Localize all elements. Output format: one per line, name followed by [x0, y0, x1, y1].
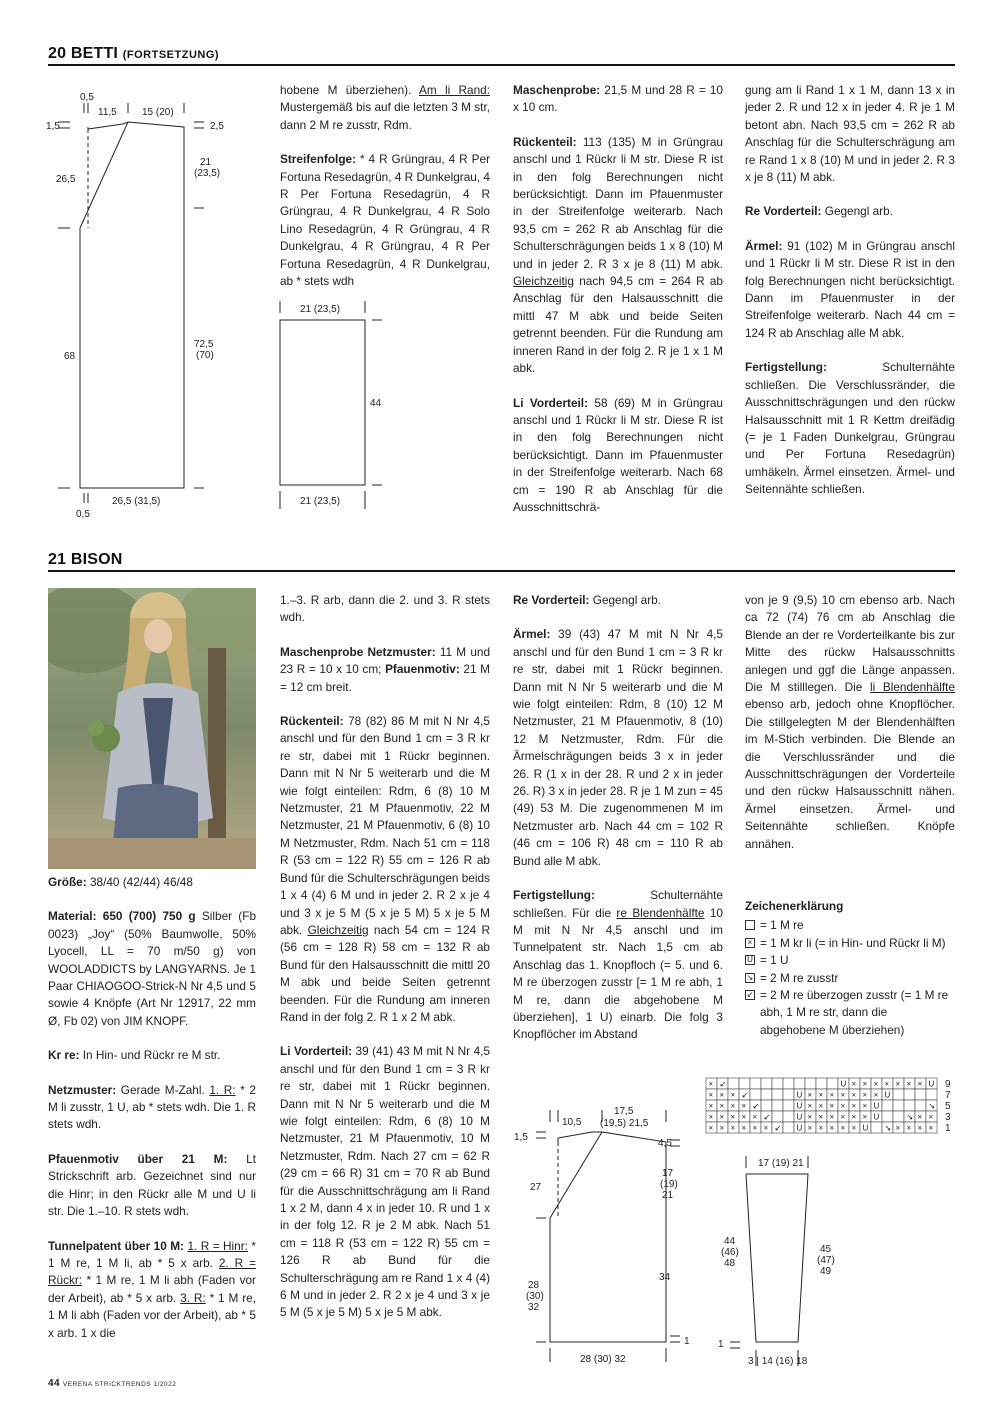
chart-cell [739, 1078, 750, 1089]
chart-cell [750, 1078, 761, 1089]
text: li Blendenhälfte [869, 680, 955, 695]
label: Material: 650 (700) 750 g [48, 909, 196, 924]
chart-symbol: × [752, 1112, 758, 1122]
chart-cell [904, 1100, 915, 1111]
label: Li Vorderteil: [513, 395, 589, 410]
label: Pfauenmotiv über 21 M: [48, 1151, 228, 1166]
chart-symbol: × [763, 1123, 769, 1133]
chart-symbol: × [730, 1112, 736, 1122]
dim-label: 0,5 [76, 509, 90, 520]
text: Schulternähte schließen. Für die [513, 888, 723, 920]
dim-label: 15 (20) [142, 107, 174, 118]
chart-symbol: U [796, 1090, 803, 1100]
stitch-symbol-icon: × [745, 938, 755, 948]
chart-row-label: 7 [945, 1090, 951, 1101]
dim-label: 1,5 [46, 121, 60, 132]
dim-label: 28 (30) 32 [580, 1354, 626, 1365]
chart-cell [728, 1078, 739, 1089]
legend-title: Zeichenerklärung [745, 899, 844, 913]
text: 1. R = Hinr: [187, 1238, 248, 1253]
chart-symbol: × [708, 1079, 714, 1089]
dim-label: 21 (23,5) [300, 496, 341, 507]
chart-symbol: × [708, 1090, 714, 1100]
chart-row-label: 9 [945, 1079, 951, 1090]
text: von je 9 (9,5) 10 cm ebenso arb. Nach ca 72 (74) 76 cm ab Anschlag die Blende an der re Vorderteilkante bis zur Mitte des rückw Halsausschnitts anlegen und ggf die Länge anpassen. Die M stilllegen. Die [745, 593, 955, 695]
text: 91 (102) M in Grüngrau anschl und 1 Rückr li M str. Diese R ist in den folg Berechnungen nicht berücksichtigt. Dann im Pfauenmuster in der Streifenfolge weiterarb. Nach 44 cm = 124 R ab Anschlag alle M abk. [745, 238, 955, 340]
text: Gleichzeitig [513, 274, 574, 289]
dim-label: (46) [721, 1247, 739, 1258]
legend-text: = 1 U [760, 953, 789, 968]
chart-symbol: × [851, 1079, 857, 1089]
dim-label: 72,5 [194, 339, 214, 350]
chart-cell [915, 1100, 926, 1111]
dim-label: 11,5 [98, 107, 117, 118]
chart-symbol: × [807, 1123, 813, 1133]
label: Rückenteil: [513, 134, 577, 149]
chart-symbol: × [807, 1090, 813, 1100]
dim-label: (70) [196, 350, 214, 361]
chart-cell [761, 1100, 772, 1111]
dim-label: 17,5 [614, 1106, 634, 1117]
text: Gegengl arb. [821, 204, 893, 219]
text: 21 M = 12 cm breit. [280, 662, 490, 694]
chart-cell [794, 1078, 805, 1089]
chart-symbol: × [708, 1101, 714, 1111]
label: Li Vorderteil: [280, 1044, 353, 1059]
chart-symbol: × [829, 1090, 835, 1100]
chart-row-labels [945, 1079, 951, 1134]
chart-symbol: × [895, 1123, 901, 1133]
chart-cell [926, 1089, 937, 1100]
dim-label: 48 [724, 1258, 736, 1269]
text: 1. R: [209, 1082, 236, 1097]
legend [745, 898, 955, 1039]
chart-cell [761, 1078, 772, 1089]
chart-symbol: U [796, 1123, 803, 1133]
chart-symbol: ↙ [741, 1090, 749, 1100]
chart-cell [783, 1100, 794, 1111]
chart-symbol: × [708, 1123, 714, 1133]
bison-col-4 [745, 592, 955, 870]
bison-col-1 [48, 874, 256, 1359]
label: Maschenprobe Netzmuster: [280, 644, 436, 659]
chart-cell [816, 1078, 827, 1089]
legend-text: = 2 M re überzogen zusstr (= 1 M re abh, 1 M re str, dann die abgehobene M überziehen) [760, 988, 949, 1037]
chart-cell [893, 1089, 904, 1100]
text: gung am li Rand 1 x 1 M, dann 13 x in jeder 2. R und 12 x in jeder 4. R je 1 M betont abn. Nach 93,5 cm = 262 R ab Anschlag für die Schulterschrägung am re Rand 1 x 8 (10) M und in jeder 2. R 3 x je 8 (11) M abk. [745, 83, 955, 185]
chart-symbol: × [884, 1079, 890, 1089]
dim-label: 3 | 14 (16) 18 [748, 1356, 808, 1367]
chart-symbol: × [730, 1090, 736, 1100]
chart-cell [893, 1100, 904, 1111]
chart-cell [772, 1078, 783, 1089]
chart-symbol: × [730, 1123, 736, 1133]
chart-symbol: × [741, 1112, 747, 1122]
chart-cell [783, 1111, 794, 1122]
section-number: 21 [48, 551, 67, 568]
chart-symbol: × [917, 1079, 923, 1089]
text: In Hin- und Rückr re M str. [79, 1048, 221, 1063]
betti-body-diagram [44, 85, 234, 520]
chart-symbol: ↙ [763, 1112, 771, 1122]
dim-label: 49 [820, 1266, 832, 1277]
chart-symbol: × [829, 1123, 835, 1133]
text: 21,5 M und 28 R = 10 x 10 cm. [513, 83, 723, 115]
chart-symbol: × [818, 1101, 824, 1111]
section-name: BETTI [70, 45, 119, 62]
chart-symbol: × [719, 1101, 725, 1111]
chart-cell [772, 1089, 783, 1100]
chart-symbol: × [807, 1101, 813, 1111]
text: 78 (82) 86 M mit N Nr 4,5 anschl und für den Bund 1 cm = 3 R kr re str, dabei mit 1 Rückr beginnen. Dann mit N Nr 5 weiterarb und die M wie folgt einteilen: Rdm, 6 (8) 10 M Netzmuster, 21 M Pfauenmotiv, 22 M Netzmuster, 21 M Pfauenmotiv, 6 (8) 10 M Netzmuster, Rdm. Nach 51 cm = 118 R (53 cm = 122 R) 55 cm = 126 R ab Bund für die Schulterschrägungen beids 1 x 4 (4) 6 M und in jeder 2. R 2 x je 4 und 3 x je 5 M (5 x je 5 M) 5 x je 5 M abk. [280, 714, 490, 937]
dim-label: 44 [724, 1236, 736, 1247]
chart-cell [915, 1089, 926, 1100]
chart-symbol: × [873, 1090, 879, 1100]
page-number: 44 [48, 1378, 61, 1389]
legend-text: = 1 M kr li (= in Hin- und Rückr li M) [760, 935, 946, 950]
chart-symbol: U [840, 1079, 847, 1089]
chart-symbol: U [928, 1079, 935, 1089]
chart-cell [805, 1078, 816, 1089]
chart-symbol: × [719, 1090, 725, 1100]
dim-label: 45 [820, 1244, 832, 1255]
chart-symbol: × [851, 1090, 857, 1100]
chart-cell [783, 1122, 794, 1133]
dim-label: 10,5 [562, 1117, 582, 1128]
text: Gleichzeitig [307, 922, 369, 937]
chart-cell [904, 1089, 915, 1100]
text: Silber (Fb 0023) „Joy“ (50% Baumwolle, 50% Lyocell, LL = 70 m/50 g) von WOOLADDICTS by LANGYARNS. Je 1 Paar CHIAOGOO-Strick-N Nr 4,5 und 5 sowie 4 Knöpfe (Art Nr 12917, 22 mm Ø, Fb 02) von JIM KNOPF. [48, 909, 256, 1028]
label: Fertigstellung: [745, 360, 827, 375]
chart-symbol: × [917, 1112, 923, 1122]
chart-symbol: × [862, 1079, 868, 1089]
label: Ärmel: [745, 238, 783, 253]
text: 113 (135) M in Grüngrau anschl und 1 Rückr li M str. Diese R ist in den folg Berechnungen nicht berücksichtigt. Dann im Pfauenmuster in der Streifenfolge weiterarb. Nach 93,5 cm = 262 R ab Anschlag für die Schulterschrägungen beids 1 x 8 (10) M und in jeder 2. R 3 x je 8 (11) M abk. [513, 134, 723, 271]
text: Lt Strickschrift arb. Gezeichnet sind nur die Hinr; in den Rückr alle M und U li str. Die 1.–10. R stets wdh. [48, 1151, 256, 1219]
text: * 1 M re, 1 M li abh (Faden vor der Arbeit), ab * 5 x arb. 1 x die [48, 1290, 256, 1340]
label: Netzmuster: [48, 1082, 117, 1097]
section-rule [48, 64, 955, 66]
legend-item [745, 952, 955, 969]
text: Am li Rand: [418, 83, 490, 97]
chart-grid [706, 1078, 937, 1133]
chart-symbol: × [928, 1123, 934, 1133]
stitch-symbol-icon: ↘ [746, 972, 754, 982]
label: Fertigstellung: [513, 888, 595, 903]
chart-symbol: ↙ [719, 1079, 727, 1089]
chart-cell [893, 1111, 904, 1122]
section-21-title [48, 551, 123, 569]
text: Mustergemäß bis auf die letzten 3 M str, dann 2 M re zusstr, Rdm. [280, 100, 490, 132]
knitting-chart [704, 1076, 959, 1136]
dim-label: 32 [528, 1302, 540, 1313]
chart-symbol: ↘ [928, 1101, 936, 1111]
chart-symbol: U [796, 1101, 803, 1111]
chart-row-label: 3 [945, 1112, 951, 1123]
legend-text: = 2 M re zusstr [760, 970, 839, 985]
chart-symbol: × [829, 1112, 835, 1122]
chart-symbol: ↙ [752, 1101, 760, 1111]
legend-item [745, 987, 955, 1039]
chart-symbol: × [906, 1079, 912, 1089]
stitch-symbol-icon: ↙ [746, 990, 754, 1000]
chart-symbol: ↘ [906, 1112, 914, 1122]
page-footer [48, 1378, 176, 1389]
chart-symbol: × [873, 1079, 879, 1089]
text: * 4 R Grüngrau, 4 R Per Fortuna Resedagrün, 4 R Dunkelgrau, 4 R Per Fortuna Resedagrün, 4 R Grüngrau, 4 R Dunkelgrau, 4 R Solo Lino Resedagrün, 4 R Grüngrau, 4 R Dunkelgrau, 4 R Grüngrau, 4 R Per Fortuna Resedagrün, 4 R Dunkelgrau, ab * stets wdh [280, 152, 490, 289]
chart-cell [882, 1100, 893, 1111]
dim-label: (19,5) 21,5 [600, 1118, 649, 1129]
dim-label: 17 [662, 1168, 674, 1179]
label: Maschenprobe: [513, 83, 601, 97]
label: Re Vorderteil: [745, 204, 822, 219]
text: 38/40 (42/44) 46/48 [86, 875, 193, 889]
label: Rückenteil: [280, 714, 344, 729]
label: Tunnelpatent über 10 M: [48, 1238, 184, 1253]
chart-symbol: × [708, 1112, 714, 1122]
chart-symbol: × [862, 1090, 868, 1100]
text: Schulternähte schließen. Die Verschlussränder, die Ausschnittschrägungen und den rückw Halsausschnitt mit 1 R Kettm dreifädig (= je 1 Faden Dunkelgrau, Grüngrau und Per Fortuna Resedagrün) umhäkeln. Ärmel einsetzen. Ärmel- und Seitennähte schließen. [745, 360, 955, 497]
chart-symbol: × [807, 1112, 813, 1122]
text: * 1 M re, 1 M li abh (Faden vor der Arbeit), ab * 5 x arb. [48, 1273, 256, 1305]
dim-label: 21 [662, 1190, 674, 1201]
chart-symbol: × [862, 1112, 868, 1122]
dim-label: 21 (23,5) [300, 304, 341, 315]
section-suffix: (FORTSETZUNG) [122, 49, 220, 61]
chart-symbol: U [873, 1101, 880, 1111]
chart-symbol: × [829, 1101, 835, 1111]
chart-symbol: × [752, 1123, 758, 1133]
chart-symbol: × [840, 1112, 846, 1122]
betti-col-4 [745, 82, 955, 516]
text: 11 M und 23 R = 10 x 10 cm; [280, 644, 491, 677]
chart-symbol: × [917, 1123, 923, 1133]
label: Streifenfolge: [280, 152, 357, 167]
chart-symbol: × [851, 1101, 857, 1111]
chart-cell [761, 1089, 772, 1100]
dim-label: 34 [659, 1272, 671, 1283]
dim-label: 68 [64, 351, 76, 362]
chart-cell [783, 1078, 794, 1089]
chart-symbol: × [840, 1123, 846, 1133]
label: Größe: [48, 875, 87, 889]
dim-label: 26,5 [56, 174, 76, 185]
legend-text: = 1 M re [760, 918, 804, 933]
dim-label: (23,5) [194, 168, 221, 179]
chart-symbol: × [719, 1112, 725, 1122]
text: 10 M mit N Nr 4,5 anschl und im Tunnelpatent str. Nach 1,5 cm ab Anschlag das 1. Knopfloch (= 5. und 6. M re überzogen zusstr [= 1 M re abh, 1 M re, dann die abgehobene M überziehen], 1 U) einarb. Die folg 3 Knopflöcher im Abstand [513, 905, 723, 1042]
bison-col-3 [513, 592, 723, 1061]
chart-symbol: × [928, 1112, 934, 1122]
dim-label: 0,5 [80, 92, 94, 103]
stitch-symbol-icon: U [745, 955, 755, 965]
legend-item [745, 970, 955, 987]
text: ebenso arb, jedoch ohne Knopflöcher. Die stillgelegten M der Blendenhälften im M-Stich verbinden. Die Blende an die Verschlussränder und die Ausschnittschrägungen der Vorderteile und den rückw Halsausschnitt nähen. Ärmel einsetzen. Ärmel- und Seitennähte schließen. Knöpfe annähen. [745, 697, 955, 851]
text: * 2 M li zusstr, 1 U, ab * stets wdh. Die 1. R stets wdh. [48, 1082, 256, 1132]
label: Pfauenmotiv: [385, 662, 460, 677]
dim-label: (19) [660, 1179, 678, 1190]
text: 39 (43) 47 M mit N Nr 4,5 anschl und für den Bund 1 cm = 3 R kr re str, dabei mit 1 Rückr beginnen. Dann mit N Nr 5 weiterarb und die M wie folgt einteilen: Rdm, 8 (10) 12 M Netzmuster, 21 M Pfauenmotiv, 8 (10) 12 M Netzmuster, Rdm. Für die Ärmelschrägungen beids 3 x in jeder 26. R (1 x in der 28. R und 2 x in jeder 26. R) 3 x in jeder 28. R je 1 M zun = 45 (49) 53 M. Die zugenommenen M im Netzmuster arb. Nach 44 cm = 102 R (46 cm = 106 R) 48 cm = 110 R ab Bund alle M abk. [513, 627, 723, 868]
chart-symbol: U [884, 1090, 891, 1100]
section-rule [48, 570, 955, 572]
section-number: 20 [48, 45, 67, 62]
chart-symbol: × [730, 1101, 736, 1111]
bison-sleeve-diagram [718, 1152, 838, 1372]
chart-cell [772, 1100, 783, 1111]
text: 39 (41) 43 M mit N Nr 4,5 anschl und für den Bund 1 cm = 3 R kr re str, dabei mit 1 Rückr beginnen. Dann mit N Nr 5 weiterarb und die M wie folgt einteilen: Rdm, 6 (8) 10 M Netzmuster, 21 M Pfauenmotiv, 10 M Netzmuster, Rdm. Nach 27 cm = 62 R (29 cm = 66 R) 31 cm = 70 R ab Bund für die Ausschnittschrägung am li Rand 1 x 2 M, dann 4 x in jeder 10. R und 1 x in der folg 12. R je 2 M abk. Nach 51 cm = 118 R (53 cm = 122 R) 55 cm = 126 R ab Bund für die Schulterschrägung am re Rand 1 x 4 (4) 6 M und in jeder 2. R 2 x je 4 und 3 x je 5 M (5 x je 5 M) 5 x je 5 M abk. [280, 1044, 490, 1320]
dim-label: 4,5 [658, 1138, 672, 1149]
legend-item [745, 917, 955, 934]
stitch-symbol-icon [745, 920, 755, 930]
dim-label: (30) [526, 1291, 544, 1302]
chart-row-label: 1 [945, 1123, 951, 1134]
chart-symbol: × [840, 1090, 846, 1100]
chart-row-label: 5 [945, 1101, 951, 1112]
legend-rows [745, 917, 955, 1039]
chart-symbol: U [796, 1112, 803, 1122]
chart-symbol: × [862, 1101, 868, 1111]
text: nach 54 cm = 124 R (56 cm = 128 R) 58 cm = 132 R ab Bund für den Halsausschnitt die mittl 20 M abk und beide Seiten getrennt beenden. Für die Rundung am inneren Rand in der folg 2. R 1 x 2 M abk. [280, 922, 491, 1024]
dim-label: 21 [200, 157, 212, 168]
dim-label: 1,5 [514, 1132, 528, 1143]
dim-label: 2,5 [210, 121, 224, 132]
text: Gegengl arb. [589, 593, 661, 607]
chart-cell [750, 1089, 761, 1100]
chart-symbol: × [840, 1101, 846, 1111]
text: * 1 M re, 1 M li, ab * 5 x arb. [48, 1238, 256, 1270]
magazine-name: VERENA STRICKTRENDS 1/2022 [62, 1381, 177, 1388]
chart-symbol: U [862, 1123, 869, 1133]
chart-symbol: × [851, 1123, 857, 1133]
text: Gerade M-Zahl. [116, 1082, 210, 1097]
text: 3. R: [180, 1290, 206, 1305]
chart-symbol: × [741, 1101, 747, 1111]
dim-label: 44 [370, 398, 382, 409]
text: re Blendenhälfte [616, 905, 705, 920]
betti-col-3 [513, 82, 723, 533]
text: nach 94,5 cm = 264 R ab Anschlag für den Halsausschnitt die mittl 47 M abk und beide Seiten getrennt beenden. Für die Rundung am inneren Rand in der folg 2. R je 1 x 1 M abk. [513, 274, 723, 376]
chart-symbol: ↘ [884, 1123, 892, 1133]
dim-label: 28 [528, 1280, 540, 1291]
chart-cell [783, 1089, 794, 1100]
bison-col-2 [280, 592, 490, 1339]
section-20-title [48, 45, 219, 63]
chart-symbol: × [818, 1090, 824, 1100]
legend-item [745, 935, 955, 952]
label: Ärmel: [513, 627, 551, 642]
chart-cell [827, 1078, 838, 1089]
chart-symbol: ↙ [774, 1123, 782, 1133]
chart-symbol: U [873, 1112, 880, 1122]
betti-sleeve-diagram [276, 297, 396, 517]
text: hobene M überziehen). [280, 83, 419, 97]
text: 2. R = Rückr: [48, 1255, 256, 1288]
dim-label: 1 [684, 1336, 690, 1347]
dim-label: 26,5 (31,5) [112, 496, 161, 507]
model-photo [48, 588, 256, 869]
label: Re Vorderteil: [513, 593, 590, 607]
chart-symbol: × [851, 1112, 857, 1122]
dim-label: (47) [817, 1255, 835, 1266]
section-name: BISON [70, 551, 123, 568]
dim-label: 27 [530, 1182, 542, 1193]
chart-symbol: × [818, 1123, 824, 1133]
chart-symbol: × [741, 1123, 747, 1133]
chart-cell [772, 1111, 783, 1122]
chart-symbol: × [906, 1123, 912, 1133]
chart-cell [882, 1111, 893, 1122]
betti-col-2 [280, 82, 490, 307]
chart-symbol: × [818, 1112, 824, 1122]
label: Kr re: [48, 1048, 80, 1063]
bison-body-diagram [510, 1100, 710, 1370]
dim-label: 17 (19) 21 [758, 1158, 804, 1169]
text: 58 (69) M in Grüngrau anschl und 1 Rückr li M str. Diese R ist in den folg Berechnungen nicht berücksichtigt. Dann im Pfauenmuster in der Streifenfolge weiterarb. Nach 68 cm = 190 R ab Anschlag für die Ausschnittschrä- [513, 395, 723, 514]
chart-symbol: × [719, 1123, 725, 1133]
dim-label: 1 [718, 1339, 724, 1350]
text: 1.–3. R arb, dann die 2. und 3. R stets wdh. [280, 593, 490, 625]
chart-cell [871, 1122, 882, 1133]
chart-symbol: × [895, 1079, 901, 1089]
